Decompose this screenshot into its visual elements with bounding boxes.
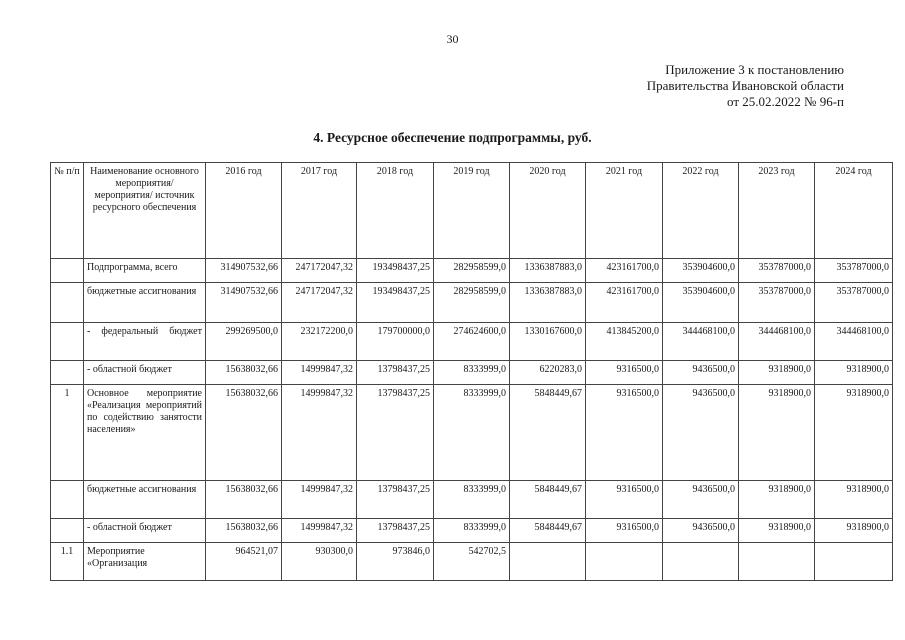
value-cell: 542702,5 [434, 543, 510, 581]
value-cell: 299269500,0 [206, 323, 282, 361]
resource-table [50, 162, 893, 581]
row-number-cell [51, 361, 84, 385]
value-cell: 5848449,67 [510, 385, 586, 481]
value-cell: 13798437,25 [357, 519, 434, 543]
table-row [51, 385, 893, 481]
header-cell-2020: 2020 год [510, 163, 586, 259]
row-name-cell: бюджетные ассигнования [84, 283, 206, 323]
value-cell: 282958599,0 [434, 259, 510, 283]
value-cell: 9316500,0 [586, 481, 663, 519]
value-cell: 1336387883,0 [510, 283, 586, 323]
header-cell-2016: 2016 год [206, 163, 282, 259]
value-cell: 9436500,0 [663, 361, 739, 385]
value-cell: 314907532,66 [206, 259, 282, 283]
value-cell: 13798437,25 [357, 481, 434, 519]
value-cell: 964521,07 [206, 543, 282, 581]
table-row [51, 543, 893, 581]
value-cell: 9436500,0 [663, 385, 739, 481]
value-cell: 9316500,0 [586, 385, 663, 481]
page-number: 30 [446, 32, 459, 46]
value-cell: 353787000,0 [815, 259, 893, 283]
header-cell-2022: 2022 год [663, 163, 739, 259]
table-row [51, 259, 893, 283]
value-cell: 9318900,0 [815, 361, 893, 385]
row-name-cell: - областной бюджет [84, 361, 206, 385]
value-cell: 353787000,0 [739, 283, 815, 323]
value-cell: 193498437,25 [357, 259, 434, 283]
value-cell: 13798437,25 [357, 361, 434, 385]
value-cell: 353787000,0 [739, 259, 815, 283]
row-name-cell: Подпрограмма, всего [84, 259, 206, 283]
value-cell: 1336387883,0 [510, 259, 586, 283]
value-cell: 9436500,0 [663, 481, 739, 519]
row-number-cell [51, 259, 84, 283]
table-row [51, 481, 893, 519]
appendix-line-2: Правительства Ивановской области [646, 78, 844, 93]
value-cell: 14999847,32 [282, 519, 357, 543]
value-cell: 353904600,0 [663, 259, 739, 283]
value-cell: 5848449,67 [510, 481, 586, 519]
value-cell: 9318900,0 [815, 481, 893, 519]
table-row [51, 323, 893, 361]
header-cell-2018: 2018 год [357, 163, 434, 259]
value-cell: 973846,0 [357, 543, 434, 581]
value-cell: 15638032,66 [206, 385, 282, 481]
value-cell: 9318900,0 [739, 385, 815, 481]
header-cell-2023: 2023 год [739, 163, 815, 259]
value-cell: 14999847,32 [282, 481, 357, 519]
row-name-cell: бюджетные ассигнования [84, 481, 206, 519]
value-cell: 353904600,0 [663, 283, 739, 323]
value-cell: 15638032,66 [206, 361, 282, 385]
value-cell: 9436500,0 [663, 519, 739, 543]
section-title: 4. Ресурсное обеспечение подпрограммы, руб. [313, 130, 592, 145]
value-cell: 274624600,0 [434, 323, 510, 361]
value-cell: 14999847,32 [282, 385, 357, 481]
value-cell: 232172200,0 [282, 323, 357, 361]
value-cell: 344468100,0 [663, 323, 739, 361]
value-cell: 9318900,0 [815, 519, 893, 543]
row-number-cell: 1 [51, 385, 84, 481]
value-cell: 9318900,0 [739, 519, 815, 543]
table-row [51, 361, 893, 385]
header-cell-num: № п/п [51, 163, 84, 259]
row-name-cell: - областной бюджет [84, 519, 206, 543]
value-cell: 9316500,0 [586, 361, 663, 385]
value-cell: 8333999,0 [434, 385, 510, 481]
value-cell: 15638032,66 [206, 519, 282, 543]
header-cell-2019: 2019 год [434, 163, 510, 259]
row-name-cell: - федеральный бюджет [84, 323, 206, 361]
table-header-row [51, 163, 893, 259]
value-cell: 9318900,0 [739, 481, 815, 519]
table-row [51, 283, 893, 323]
header-cell-2017: 2017 год [282, 163, 357, 259]
value-cell: 13798437,25 [357, 385, 434, 481]
value-cell: 423161700,0 [586, 283, 663, 323]
value-cell: 314907532,66 [206, 283, 282, 323]
value-cell [739, 543, 815, 581]
header-cell-2024: 2024 год [815, 163, 893, 259]
appendix-line-3: от 25.02.2022 № 96-п [727, 94, 844, 109]
value-cell: 8333999,0 [434, 481, 510, 519]
value-cell: 5848449,67 [510, 519, 586, 543]
value-cell: 6220283,0 [510, 361, 586, 385]
value-cell: 14999847,32 [282, 361, 357, 385]
value-cell: 193498437,25 [357, 283, 434, 323]
row-number-cell [51, 323, 84, 361]
value-cell: 413845200,0 [586, 323, 663, 361]
value-cell: 9316500,0 [586, 519, 663, 543]
value-cell: 344468100,0 [739, 323, 815, 361]
value-cell: 15638032,66 [206, 481, 282, 519]
value-cell [815, 543, 893, 581]
row-number-cell [51, 519, 84, 543]
value-cell: 179700000,0 [357, 323, 434, 361]
value-cell [663, 543, 739, 581]
value-cell: 282958599,0 [434, 283, 510, 323]
value-cell [510, 543, 586, 581]
row-number-cell: 1.1 [51, 543, 84, 581]
value-cell: 247172047,32 [282, 283, 357, 323]
appendix-block [647, 62, 844, 110]
value-cell: 344468100,0 [815, 323, 893, 361]
value-cell: 9318900,0 [739, 361, 815, 385]
row-name-cell: Мероприятие «Организация [84, 543, 206, 581]
value-cell: 1330167600,0 [510, 323, 586, 361]
value-cell: 9318900,0 [815, 385, 893, 481]
value-cell: 423161700,0 [586, 259, 663, 283]
value-cell: 8333999,0 [434, 361, 510, 385]
header-cell-name: Наименование основного мероприятия/ мероприятия/ источник ресурсного обеспечения [84, 163, 206, 259]
row-number-cell [51, 283, 84, 323]
value-cell: 8333999,0 [434, 519, 510, 543]
appendix-line-1: Приложение 3 к постановлению [665, 62, 844, 77]
value-cell: 930300,0 [282, 543, 357, 581]
row-name-cell: Основное мероприятие «Реализация мероприятий по содействию занятости населения» [84, 385, 206, 481]
header-cell-2021: 2021 год [586, 163, 663, 259]
row-number-cell [51, 481, 84, 519]
value-cell [586, 543, 663, 581]
value-cell: 353787000,0 [815, 283, 893, 323]
table-row [51, 519, 893, 543]
value-cell: 247172047,32 [282, 259, 357, 283]
